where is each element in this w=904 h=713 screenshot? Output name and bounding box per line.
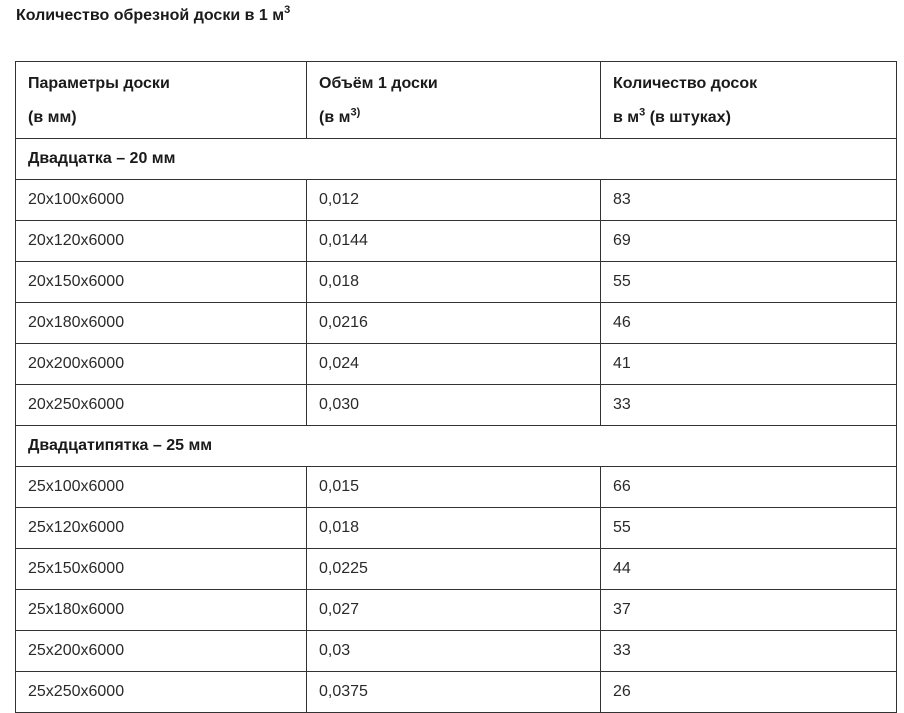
cell-board-volume: 0,0375 (307, 672, 601, 713)
cell-board-params: 25х120х6000 (16, 508, 307, 549)
table-row (16, 344, 897, 385)
cell-board-count: 44 (601, 549, 897, 590)
group-row (16, 426, 897, 467)
header-board-count (601, 62, 897, 139)
header-board-params-line1: Параметры доски (28, 75, 170, 92)
page-title-superscript: 3 (284, 3, 291, 16)
cell-board-volume: 0,015 (307, 467, 601, 508)
header-board-count-line2: в м (613, 109, 640, 126)
table-header-row (16, 62, 897, 139)
cell-board-params: 25х200х6000 (16, 631, 307, 672)
cell-board-params: 20х120х6000 (16, 221, 307, 262)
table-row (16, 672, 897, 713)
cell-board-count: 33 (601, 631, 897, 672)
cell-board-count: 55 (601, 262, 897, 303)
table-body (16, 139, 897, 713)
table-row (16, 508, 897, 549)
table-header (16, 62, 897, 139)
cell-board-volume: 0,0144 (307, 221, 601, 262)
header-board-volume (307, 62, 601, 139)
cell-board-count: 46 (601, 303, 897, 344)
table-row (16, 303, 897, 344)
cell-board-params: 20х180х6000 (16, 303, 307, 344)
table-row (16, 590, 897, 631)
cell-board-volume: 0,027 (307, 590, 601, 631)
boards-table (15, 61, 897, 713)
cell-board-params: 20х200х6000 (16, 344, 307, 385)
table-row (16, 631, 897, 672)
cell-board-params: 25х180х6000 (16, 590, 307, 631)
page-title (16, 4, 290, 28)
cell-board-volume: 0,012 (307, 180, 601, 221)
header-board-volume-line2: (в м (319, 109, 351, 126)
header-board-count-line2-after: (в штуках) (645, 109, 731, 126)
table-row (16, 262, 897, 303)
group-row (16, 139, 897, 180)
cell-board-count: 55 (601, 508, 897, 549)
header-board-params (16, 62, 307, 139)
group-title: Двадцатка – 20 мм (16, 139, 897, 180)
cell-board-count: 33 (601, 385, 897, 426)
table-row (16, 549, 897, 590)
cell-board-params: 20х100х6000 (16, 180, 307, 221)
header-board-params-line2: (в мм) (28, 109, 77, 126)
table-row (16, 221, 897, 262)
cell-board-count: 37 (601, 590, 897, 631)
header-board-count-superscript: 3 (639, 106, 646, 119)
cell-board-count: 26 (601, 672, 897, 713)
cell-board-volume: 0,018 (307, 508, 601, 549)
table-row (16, 385, 897, 426)
cell-board-volume: 0,018 (307, 262, 601, 303)
cell-board-params: 20х150х6000 (16, 262, 307, 303)
cell-board-params: 20х250х6000 (16, 385, 307, 426)
cell-board-volume: 0,030 (307, 385, 601, 426)
cell-board-volume: 0,03 (307, 631, 601, 672)
page-title-text: Количество обрезной доски в 1 м (16, 7, 285, 24)
cell-board-params: 25х100х6000 (16, 467, 307, 508)
group-title: Двадцатипятка – 25 мм (16, 426, 897, 467)
cell-board-count: 66 (601, 467, 897, 508)
table-row (16, 467, 897, 508)
cell-board-count: 83 (601, 180, 897, 221)
cell-board-params: 25х250х6000 (16, 672, 307, 713)
header-board-volume-superscript: 3) (350, 106, 361, 119)
cell-board-count: 41 (601, 344, 897, 385)
header-board-count-line1: Количество досок (613, 75, 758, 92)
cell-board-volume: 0,0225 (307, 549, 601, 590)
table-row (16, 180, 897, 221)
cell-board-volume: 0,024 (307, 344, 601, 385)
cell-board-volume: 0,0216 (307, 303, 601, 344)
cell-board-count: 69 (601, 221, 897, 262)
header-board-volume-line1: Объём 1 доски (319, 75, 438, 92)
cell-board-params: 25х150х6000 (16, 549, 307, 590)
